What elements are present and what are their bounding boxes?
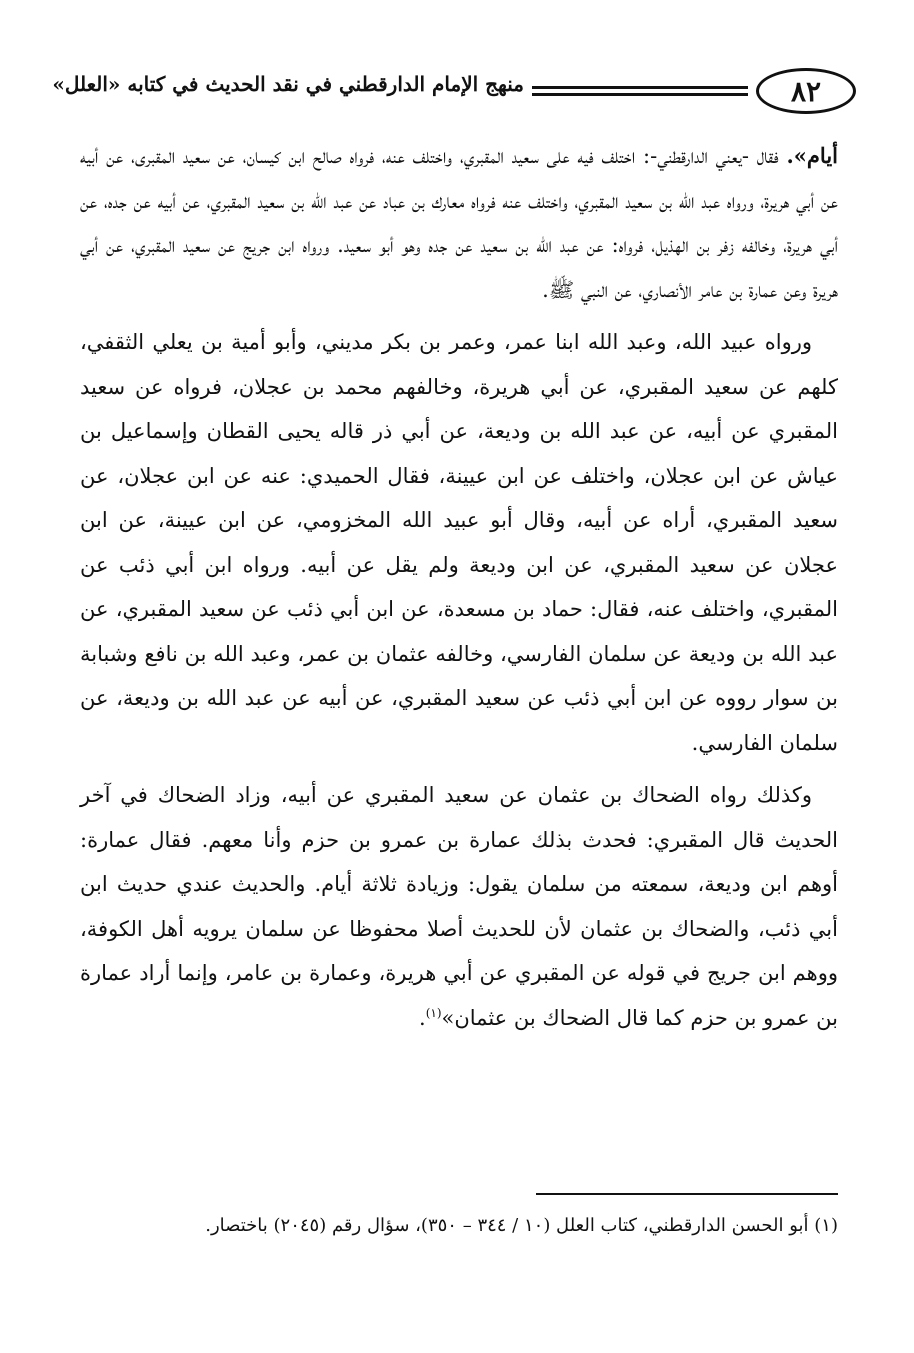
main-text <box>80 134 838 1048</box>
paragraph-1-lead: أيام». <box>786 143 838 168</box>
paragraph-2: ورواه عبيد الله، وعبد الله ابنا عمر، وعمر بن بكر مديني، وأبو أمية بن يعلي الثقفي، كلهم عن سعيد المقبري، عن أبي هريرة، وخالفهم محمد بن عجلان، فرواه عن سعيد المقبري عن أبيه، عن عبد الله بن وديعة، عن أبي ذر قاله يحيى القطان وإسماعيل بن عياش عن ابن عجلان، واختلف عن ابن عيينة، فقال الحميدي: عنه عن ابن عجلان، عن سعيد المقبري، أراه عن أبيه، وقال أبو عبيد الله المخزومي، عن ابن عيينة، عن ابن عجلان عن سعيد المقبري، عن ابن وديعة ولم يقل عن أبيه. ورواه ابن أبي ذئب عن المقبري، واختلف عنه، فقال: حماد بن مسعدة، عن ابن أبي ذئب عن سعيد المقبري، عن عبد الله بن وديعة عن سلمان الفارسي، وخالفه عثمان بن عمر، وعبد الله بن نافع وشبابة بن سوار رووه عن ابن أبي ذئب عن سعيد المقبري، عن أبيه عن عبد الله بن وديعة، عن سلمان الفارسي. <box>80 330 838 755</box>
footnote-separator <box>536 1193 838 1195</box>
paragraph-1 <box>80 134 838 312</box>
header-double-rule <box>532 86 748 96</box>
paragraph-3 <box>80 773 838 1040</box>
paragraph-1-text: فقال -يعني الدارقطني-: اختلف فيه على سعيد المقبري، واختلف عنه، فرواه صالح ابن كيسان، عن سعيد المقبرى، عن أبيه عن أبي هريرة، ورواه عبد الله بن سعيد المقبري، واختلف عنه فرواه معارك بن عباد عن عبد الله بن سعيد المقبري، عن أبيه عن جده، عن أبي هريرة، وخالفه زفر بن الهذيل، فرواه: عن عبد الله بن سعيد عن جده وهو أبو سعيد. ورواه ابن جريج عن سعيد المقبري، عن أبي هريرة وعن عمارة بن عامر الأنصاري، عن النبي ﷺ. <box>80 144 838 302</box>
footnote-reference[interactable]: (١) <box>425 1005 442 1020</box>
paragraph-3-end: . <box>419 1005 426 1030</box>
running-title: منهج الإمام الدارقطني في نقد الحديث في كتابه «العلل» <box>52 72 524 96</box>
paragraph-3-text: وكذلك رواه الضحاك بن عثمان عن سعيد المقبري عن أبيه، وزاد الضحاك في آخر الحديث قال المقبري: فحدث بذلك عمارة بن عمرو بن حزم وأنا معهم. فقال عمارة: أوهم ابن وديعة، سمعته من سلمان يقول: وزيادة ثلاثة أيام. والحديث عندي حديث ابن أبي ذئب، والضحاك بن عثمان لأن للحديث أصلا محفوظا عن سلمان يرويه أهل الكوفة، ووهم ابن جريج في قوله عن المقبري عن أبي هريرة، وعمارة بن عامر، وإنما أراد عمارة بن عمرو بن حزم كما قال الضحاك بن عثمان» <box>80 783 838 1030</box>
page-number: ٨٢ <box>756 68 856 114</box>
page-header <box>52 62 856 128</box>
footnote: (١) أبو الحسن الدارقطني، كتاب العلل (١٠ / ٣٤٤ – ٣٥٠)، سؤال رقم (٢٠٤٥) باختصار. <box>205 1215 838 1236</box>
